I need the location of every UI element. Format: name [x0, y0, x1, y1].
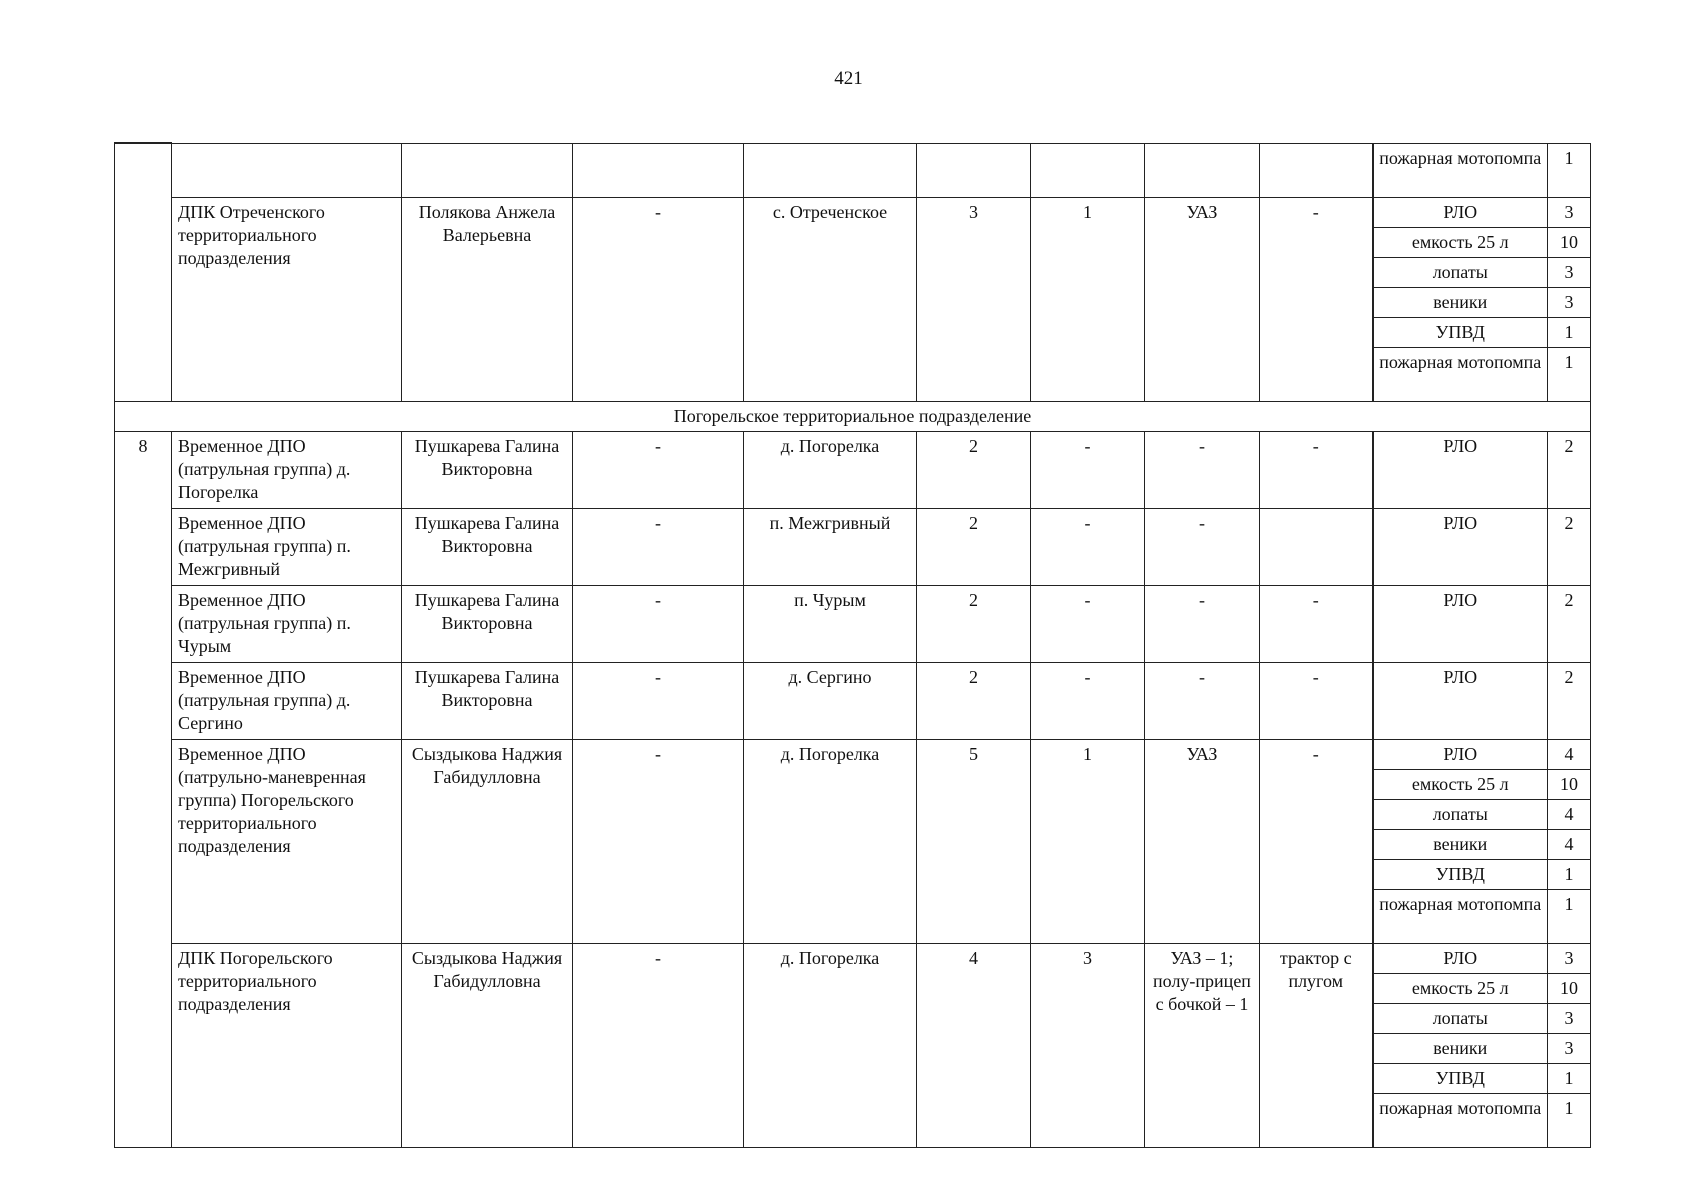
head-cell: Полякова Анжела Валерьевна [402, 197, 573, 401]
people-cell: 2 [917, 662, 1031, 739]
head-cell: Пушкарева Галина Викторовна [402, 431, 573, 508]
vehicle-type-cell: - [1145, 508, 1260, 585]
vehicle-type-cell: УАЗ [1145, 739, 1260, 943]
other-tech-cell: трактор с плугом [1260, 943, 1373, 1147]
people-cell: 2 [917, 585, 1031, 662]
equipment-name: пожарная мотопомпа [1373, 347, 1548, 401]
location-cell: д. Погорелка [744, 943, 917, 1147]
location-cell: п. Межгривный [744, 508, 917, 585]
table-row [115, 585, 1591, 662]
col4-cell: - [573, 508, 744, 585]
unit-name-cell: Временное ДПО (патрульная группа) д. Погорелка [172, 431, 402, 508]
people-cell: 2 [917, 431, 1031, 508]
col4-cell [573, 143, 744, 197]
equipment-name: пожарная мотопомпа [1373, 143, 1548, 197]
vehicles-cell: 1 [1031, 739, 1145, 943]
equipment-name: емкость 25 л [1373, 227, 1548, 257]
vehicle-type-cell: УАЗ [1145, 197, 1260, 401]
head-cell: Сыздыкова Наджия Габидулловна [402, 943, 573, 1147]
vehicles-cell [1031, 143, 1145, 197]
equipment-name: РЛО [1373, 431, 1548, 508]
equipment-name: пожарная мотопомпа [1373, 1093, 1548, 1147]
equipment-name: РЛО [1373, 508, 1548, 585]
col4-cell: - [573, 197, 744, 401]
vehicle-type-cell: - [1145, 431, 1260, 508]
col4-cell: - [573, 585, 744, 662]
col4-cell: - [573, 943, 744, 1147]
unit-name-cell: ДПК Отреченского территориального подразделения [172, 197, 402, 401]
equipment-name: лопаты [1373, 799, 1548, 829]
table-row [115, 739, 1591, 769]
head-cell [402, 143, 573, 197]
equipment-qty: 2 [1548, 585, 1591, 662]
other-tech-cell: - [1260, 739, 1373, 943]
equipment-qty: 4 [1548, 739, 1591, 769]
number-cell: 8 [115, 431, 172, 1147]
equipment-qty: 2 [1548, 431, 1591, 508]
equipment-name: веники [1373, 1033, 1548, 1063]
vehicles-cell: - [1031, 431, 1145, 508]
vehicles-cell: - [1031, 585, 1145, 662]
table-row [115, 662, 1591, 739]
unit-name-cell [172, 143, 402, 197]
equipment-qty: 2 [1548, 508, 1591, 585]
equipment-qty: 1 [1548, 889, 1591, 943]
vehicle-type-cell: УАЗ – 1; полу-прицеп с бочкой – 1 [1145, 943, 1260, 1147]
equipment-name: УПВД [1373, 317, 1548, 347]
equipment-qty: 3 [1548, 287, 1591, 317]
equipment-name: РЛО [1373, 197, 1548, 227]
col4-cell: - [573, 662, 744, 739]
equipment-qty: 3 [1548, 943, 1591, 973]
table-row [115, 431, 1591, 508]
unit-name-cell: Временное ДПО (патрульная группа) п. Чурым [172, 585, 402, 662]
people-cell [917, 143, 1031, 197]
head-cell: Пушкарева Галина Викторовна [402, 508, 573, 585]
other-tech-cell: - [1260, 585, 1373, 662]
equipment-name: РЛО [1373, 662, 1548, 739]
equipment-qty: 1 [1548, 859, 1591, 889]
unit-name-cell: Временное ДПО (патрульная группа) п. Межгривный [172, 508, 402, 585]
vehicles-cell: - [1031, 508, 1145, 585]
section-title: Погорельское территориальное подразделение [115, 401, 1591, 431]
unit-name-cell: Временное ДПО (патрульная группа) д. Сергино [172, 662, 402, 739]
other-tech-cell: - [1260, 662, 1373, 739]
fire-units-table [114, 142, 1591, 1148]
equipment-qty: 1 [1548, 347, 1591, 401]
equipment-name: веники [1373, 287, 1548, 317]
other-tech-cell [1260, 143, 1373, 197]
equipment-qty: 10 [1548, 769, 1591, 799]
vehicles-cell: 3 [1031, 943, 1145, 1147]
other-tech-cell: - [1260, 197, 1373, 401]
table-row [115, 943, 1591, 973]
equipment-name: РЛО [1373, 739, 1548, 769]
people-cell: 4 [917, 943, 1031, 1147]
equipment-name: пожарная мотопомпа [1373, 889, 1548, 943]
vehicle-type-cell: - [1145, 662, 1260, 739]
equipment-qty: 4 [1548, 799, 1591, 829]
head-cell: Пушкарева Галина Викторовна [402, 585, 573, 662]
equipment-qty: 4 [1548, 829, 1591, 859]
people-cell: 3 [917, 197, 1031, 401]
vehicle-type-cell: - [1145, 585, 1260, 662]
people-cell: 2 [917, 508, 1031, 585]
equipment-name: РЛО [1373, 943, 1548, 973]
equipment-name: лопаты [1373, 1003, 1548, 1033]
col4-cell: - [573, 739, 744, 943]
equipment-name: УПВД [1373, 859, 1548, 889]
vehicles-cell: - [1031, 662, 1145, 739]
equipment-qty: 1 [1548, 1063, 1591, 1093]
equipment-qty: 3 [1548, 1003, 1591, 1033]
head-cell: Сыздыкова Наджия Габидулловна [402, 739, 573, 943]
head-cell: Пушкарева Галина Викторовна [402, 662, 573, 739]
equipment-qty: 3 [1548, 257, 1591, 287]
location-cell: д. Погорелка [744, 739, 917, 943]
page-number: 421 [834, 68, 863, 89]
other-tech-cell [1260, 508, 1373, 585]
location-cell: д. Погорелка [744, 431, 917, 508]
equipment-qty: 10 [1548, 973, 1591, 1003]
equipment-name: веники [1373, 829, 1548, 859]
location-cell: п. Чурым [744, 585, 917, 662]
other-tech-cell: - [1260, 431, 1373, 508]
equipment-qty: 10 [1548, 227, 1591, 257]
vehicles-cell: 1 [1031, 197, 1145, 401]
vehicle-type-cell [1145, 143, 1260, 197]
equipment-qty: 3 [1548, 1033, 1591, 1063]
location-cell: д. Сергино [744, 662, 917, 739]
equipment-qty: 1 [1548, 317, 1591, 347]
unit-name-cell: Временное ДПО (патрульно-маневренная группа) Погорельского территориального подразделения [172, 739, 402, 943]
equipment-name: УПВД [1373, 1063, 1548, 1093]
table-row [115, 401, 1591, 431]
equipment-qty: 1 [1548, 143, 1591, 197]
equipment-name: емкость 25 л [1373, 769, 1548, 799]
location-cell: с. Отреченское [744, 197, 917, 401]
col4-cell: - [573, 431, 744, 508]
number-cell [115, 143, 172, 401]
equipment-qty: 3 [1548, 197, 1591, 227]
equipment-name: лопаты [1373, 257, 1548, 287]
people-cell: 5 [917, 739, 1031, 943]
table-row [115, 508, 1591, 585]
unit-name-cell: ДПК Погорельского территориального подразделения [172, 943, 402, 1147]
table-row [115, 143, 1591, 197]
equipment-name: емкость 25 л [1373, 973, 1548, 1003]
equipment-qty: 1 [1548, 1093, 1591, 1147]
table-row [115, 197, 1591, 227]
location-cell [744, 143, 917, 197]
equipment-qty: 2 [1548, 662, 1591, 739]
equipment-name: РЛО [1373, 585, 1548, 662]
